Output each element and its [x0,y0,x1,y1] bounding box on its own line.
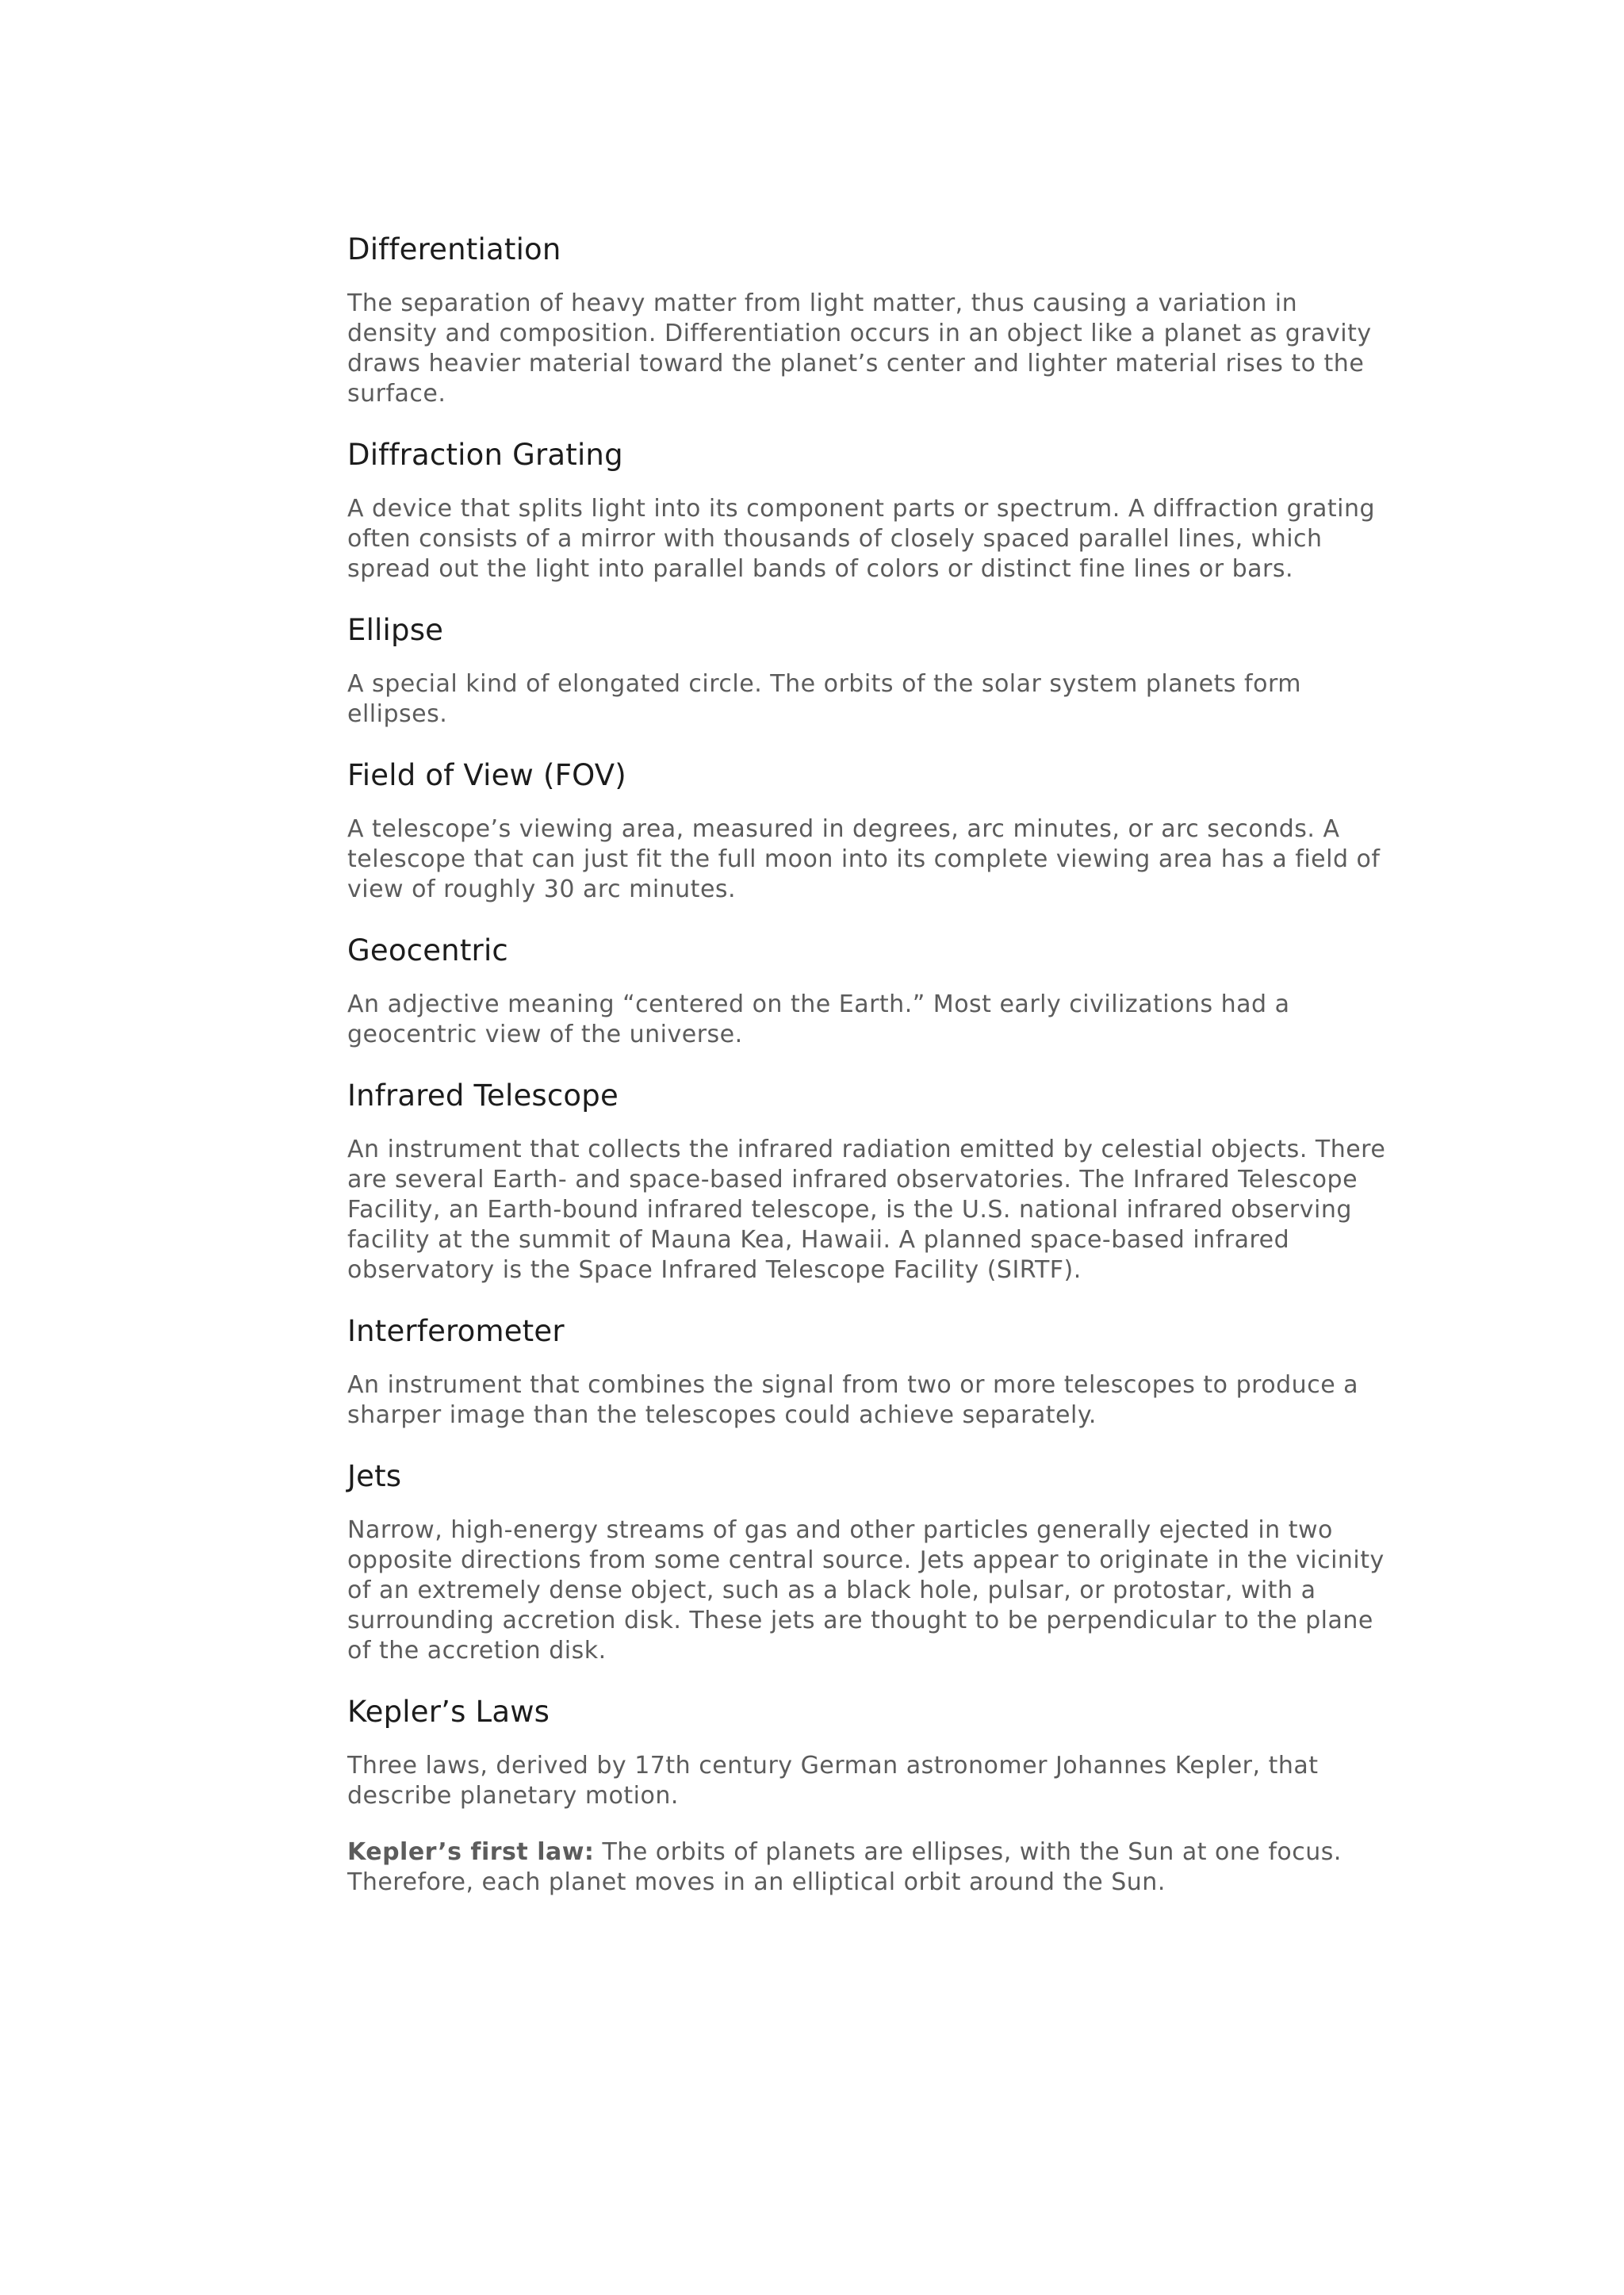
term-definition: A telescope’s viewing area, measured in degrees, arc minutes, or arc seconds. A telescope that can just fit the full moon into its complete viewing area has a field of view of roughly 30 arc minutes. [347,815,1381,903]
term-definition: An instrument that collects the infrared radiation emitted by celestial objects. There are several Earth- and space-based infrared observatories. The Infrared Telescope Facility, an Earth-bound infrared telescope, is the U.S. national infrared observing facility at the summit of Mauna Kea, Hawaii. A planned space-based infrared observatory is the Space Infrared Telescope Facility (SIRTF). [347,1136,1386,1284]
term-definition: Three laws, derived by 17th century German astronomer Johannes Kepler, that describe planetary motion. [347,1752,1319,1810]
term-definition: An adjective meaning “centered on the Earth.” Most early civilizations had a geocentric view of the universe. [347,990,1290,1048]
glossary-page [347,230,1410,1924]
kepler-first-law-text: The orbits of planets are ellipses, with the Sun at one focus. Therefore, each planet moves in an elliptical orbit around the Sun. [347,1838,1342,1896]
term-definition: Narrow, high-energy streams of gas and other particles generally ejected in two opposite directions from some central source. Jets appear to originate in the vicinity of an extremely dense object, such as a black hole, pulsar, or protostar, with a surrounding accretion disk. These jets are thought to be perpendicular to the plane of the accretion disk. [347,1516,1385,1665]
term-heading: Geocentric [347,933,508,967]
term-heading: Differentiation [347,232,561,266]
term-heading: Interferometer [347,1314,565,1348]
term-heading: Diffraction Grating [347,438,623,472]
term-heading: Infrared Telescope [347,1079,619,1113]
term-definition: The separation of heavy matter from light matter, thus causing a variation in density and composition. Differentiation occurs in an object like a planet as gravity draws heavier material toward the planet’s center and lighter material rises to the surface. [347,289,1372,408]
term-heading: Ellipse [347,613,444,647]
term-definition: A device that splits light into its component parts or spectrum. A diffraction grating often consists of a mirror with thousands of closely spaced parallel lines, which spread out the light into parallel bands of colors or distinct fine lines or bars. [347,495,1376,583]
term-heading: Kepler’s Laws [347,1695,550,1729]
kepler-first-law-label: Kepler’s first law: [347,1838,595,1866]
term-heading: Field of View (FOV) [347,758,626,792]
term-definition: A special kind of elongated circle. The orbits of the solar system planets form ellipses. [347,670,1301,728]
term-heading: Jets [347,1459,402,1493]
kepler-first-law-paragraph [347,1837,1410,1898]
term-definition: An instrument that combines the signal from two or more telescopes to produce a sharper image than the telescopes could achieve separately. [347,1371,1359,1429]
